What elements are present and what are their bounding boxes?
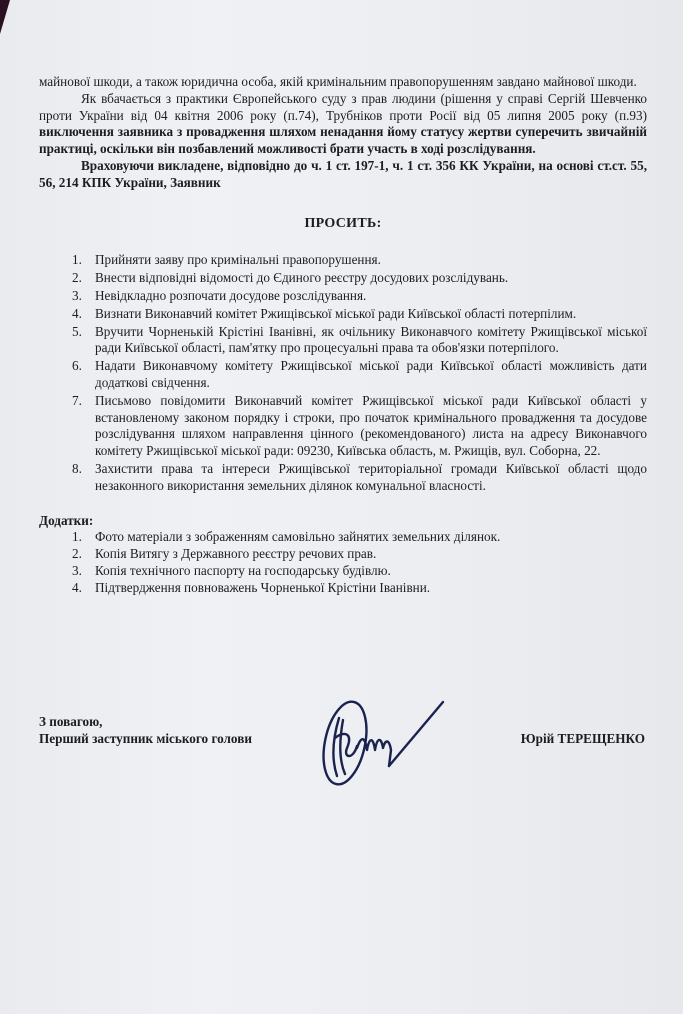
item-text: Надати Виконавчому комітету Ржищівської міської ради Київської області можливість дати додаткові свідчення. xyxy=(95,358,647,390)
item-text: Копія технічного паспорту на господарську будівлю. xyxy=(95,562,391,578)
attachment-item xyxy=(39,563,647,580)
attachments-list xyxy=(39,529,647,596)
item-number: 2. xyxy=(72,270,82,286)
item-number: 3. xyxy=(72,562,82,578)
attachment-item xyxy=(39,546,647,563)
closing-text: З повагою, xyxy=(39,714,103,729)
item-number: 6. xyxy=(72,358,82,374)
item-text: Захистити права та інтереси Ржищівської територіальної громади Київської області щодо незаконного використання земельних ділянок комунальної власності. xyxy=(95,460,647,493)
request-item xyxy=(39,288,647,305)
request-item xyxy=(39,270,647,287)
item-number: 3. xyxy=(72,287,82,303)
item-number: 8. xyxy=(72,460,82,476)
item-text: Фото матеріали з зображенням самовільно зайнятих земельних ділянок. xyxy=(95,529,501,545)
paragraph-3: Враховуючи викладене, відповідно до ч. 1 ст. 197-1, ч. 1 ст. 356 КК України, на основі ст.ст. 55, 56, 214 КПК України, Заявник xyxy=(39,157,647,190)
item-number: 2. xyxy=(72,546,82,562)
document-page xyxy=(39,74,647,597)
request-item xyxy=(39,461,647,495)
item-text: Внести відповідні відомості до Єдиного реєстру досудових розслідувань. xyxy=(95,270,509,286)
paragraph-2-normal: Як вбачається з практики Європейського суду з прав людини (рішення у справі Сергій Шевченко проти України від 04 квітня 2006 року (п.74), Трубніков проти Росії від 05 липня 2005 року (п.93) xyxy=(39,90,647,123)
request-item xyxy=(39,393,647,460)
request-item xyxy=(39,306,647,323)
paragraph-2 xyxy=(39,91,647,158)
request-item xyxy=(39,358,647,392)
signature-block xyxy=(39,714,647,794)
signer-name: Юрій ТЕРЕЩЕНКО xyxy=(520,731,645,746)
signature-left xyxy=(39,714,252,748)
item-text: Копія Витягу з Державного реєстру речових прав. xyxy=(95,546,377,562)
item-text: Невідкладно розпочати досудове розслідування. xyxy=(95,287,367,303)
paragraph-2-bold: виключення заявника з провадження шляхом ненадання йому статусу жертви суперечить звичайній практиці, оскільки він позбавлений можливості брати участь в ході розслідування. xyxy=(39,124,647,157)
item-number: 1. xyxy=(72,529,82,545)
item-text: Вручити Чорненькій Крістіні Іванівні, як очільнику Виконавчого комітету Ржищівської міської ради Київської області, пам'ятку про процесуальні права та обов'язки потерпілого. xyxy=(95,323,647,356)
attachment-item xyxy=(39,580,647,597)
item-number: 4. xyxy=(72,579,82,595)
item-number: 1. xyxy=(72,252,82,268)
attachments-title: Додатки: xyxy=(39,512,94,528)
request-item xyxy=(39,324,647,358)
request-item xyxy=(39,252,647,269)
handwritten-signature xyxy=(317,698,467,793)
item-number: 4. xyxy=(72,305,82,321)
item-text: Прийняти заяву про кримінальні правопорушення. xyxy=(95,252,381,268)
item-text: Підтвердження повноважень Чорненької Крістіни Іванівни. xyxy=(95,579,431,595)
item-number: 5. xyxy=(72,323,82,339)
attachment-item xyxy=(39,529,647,546)
photo-corner-shadow xyxy=(0,0,10,34)
signer-position: Перший заступник міського голови xyxy=(39,730,252,746)
item-text: Письмово повідомити Виконавчий комітет Ржищівської міської ради Київської області у встановленому законом порядку і строки, про початок кримінального провадження та досудове розслідування шляхом направлення цінного (рекомендованого) листа на адресу Виконавчого комітету Ржищівської міської ради: 09230, Київська область, м. Ржищів, вул. Соборна, 22. xyxy=(95,392,647,459)
request-list xyxy=(39,252,647,494)
request-title: ПРОСИТЬ: xyxy=(304,215,382,231)
item-number: 7. xyxy=(72,392,82,408)
paragraph-1: майнової шкоди, а також юридична особа, якій кримінальним правопорушенням завдано майнової шкоди. xyxy=(39,74,637,89)
item-text: Визнати Виконавчий комітет Ржищівської міської ради Київської області потерпілим. xyxy=(95,305,577,321)
